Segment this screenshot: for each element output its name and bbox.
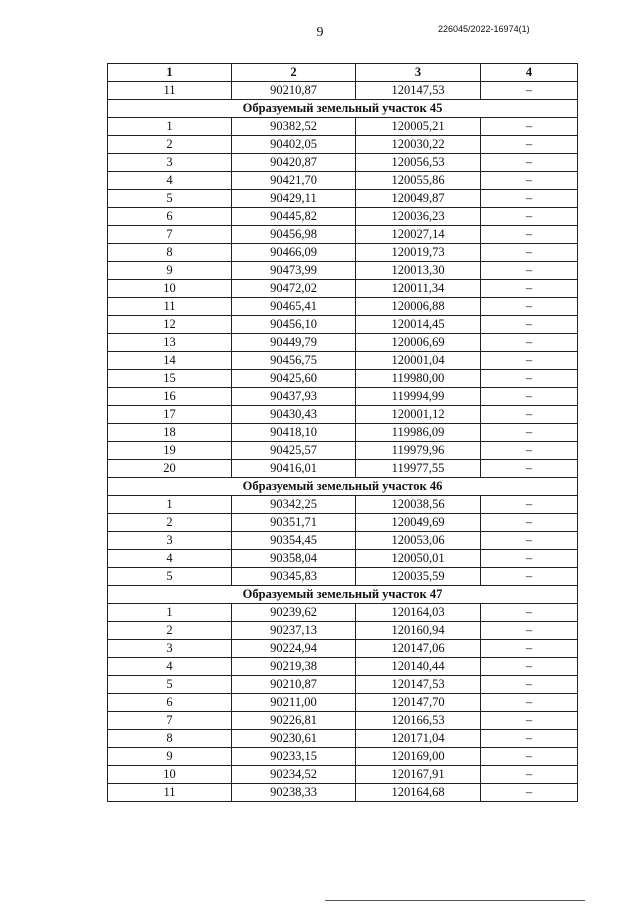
point-number-cell: 10 (108, 766, 232, 784)
point-number-cell: 12 (108, 316, 232, 334)
table-row (108, 784, 578, 802)
x-coordinate-cell: 90402,05 (232, 136, 356, 154)
point-number-cell: 13 (108, 334, 232, 352)
point-number-cell: 7 (108, 712, 232, 730)
y-coordinate-cell: 120036,23 (356, 208, 481, 226)
table-row (108, 172, 578, 190)
y-coordinate-cell: 119977,55 (356, 460, 481, 478)
y-coordinate-cell: 120164,03 (356, 604, 481, 622)
section-header-row (108, 586, 578, 604)
table-row (108, 460, 578, 478)
point-number-cell: 1 (108, 496, 232, 514)
y-coordinate-cell: 120001,04 (356, 352, 481, 370)
x-coordinate-cell: 90237,13 (232, 622, 356, 640)
y-coordinate-cell: 120049,69 (356, 514, 481, 532)
note-cell: – (481, 208, 578, 226)
x-coordinate-cell: 90425,57 (232, 442, 356, 460)
table-row (108, 154, 578, 172)
table-row (108, 694, 578, 712)
note-cell: – (481, 334, 578, 352)
point-number-cell: 8 (108, 730, 232, 748)
point-number-cell: 11 (108, 298, 232, 316)
y-coordinate-cell: 120055,86 (356, 172, 481, 190)
table-row (108, 568, 578, 586)
x-coordinate-cell: 90210,87 (232, 82, 356, 100)
note-cell: – (481, 154, 578, 172)
note-cell: – (481, 604, 578, 622)
point-number-cell: 11 (108, 784, 232, 802)
y-coordinate-cell: 119986,09 (356, 424, 481, 442)
y-coordinate-cell: 120006,88 (356, 298, 481, 316)
table-row (108, 514, 578, 532)
point-number-cell: 2 (108, 622, 232, 640)
x-coordinate-cell: 90239,62 (232, 604, 356, 622)
table-row (108, 442, 578, 460)
point-number-cell: 16 (108, 388, 232, 406)
x-coordinate-cell: 90234,52 (232, 766, 356, 784)
x-coordinate-cell: 90226,81 (232, 712, 356, 730)
x-coordinate-cell: 90342,25 (232, 496, 356, 514)
point-number-cell: 4 (108, 172, 232, 190)
table-row (108, 604, 578, 622)
note-cell: – (481, 280, 578, 298)
x-coordinate-cell: 90425,60 (232, 370, 356, 388)
point-number-cell: 15 (108, 370, 232, 388)
point-number-cell: 10 (108, 280, 232, 298)
x-coordinate-cell: 90351,71 (232, 514, 356, 532)
x-coordinate-cell: 90416,01 (232, 460, 356, 478)
x-coordinate-cell: 90472,02 (232, 280, 356, 298)
y-coordinate-cell: 120147,70 (356, 694, 481, 712)
point-number-cell: 2 (108, 514, 232, 532)
note-cell: – (481, 766, 578, 784)
note-cell: 4 (481, 64, 578, 82)
section-title: Образуемый земельный участок 47 (108, 586, 578, 604)
y-coordinate-cell: 120019,73 (356, 244, 481, 262)
footer-rule (325, 900, 585, 901)
table-row (108, 424, 578, 442)
table-row (108, 82, 578, 100)
table-row (108, 226, 578, 244)
point-number-cell: 5 (108, 190, 232, 208)
note-cell: – (481, 442, 578, 460)
point-number-cell: 6 (108, 694, 232, 712)
x-coordinate-cell: 90445,82 (232, 208, 356, 226)
table-row (108, 298, 578, 316)
point-number-cell: 9 (108, 748, 232, 766)
y-coordinate-cell: 120147,53 (356, 676, 481, 694)
point-number-cell: 9 (108, 262, 232, 280)
y-coordinate-cell: 120056,53 (356, 154, 481, 172)
y-coordinate-cell: 120038,56 (356, 496, 481, 514)
x-coordinate-cell: 90238,33 (232, 784, 356, 802)
table-row (108, 244, 578, 262)
note-cell: – (481, 460, 578, 478)
y-coordinate-cell: 119980,00 (356, 370, 481, 388)
y-coordinate-cell: 120160,94 (356, 622, 481, 640)
x-coordinate-cell: 90430,43 (232, 406, 356, 424)
note-cell: – (481, 568, 578, 586)
point-number-cell: 3 (108, 154, 232, 172)
y-coordinate-cell: 120050,01 (356, 550, 481, 568)
y-coordinate-cell: 120171,04 (356, 730, 481, 748)
y-coordinate-cell: 120053,06 (356, 532, 481, 550)
y-coordinate-cell: 120140,44 (356, 658, 481, 676)
note-cell: – (481, 226, 578, 244)
y-coordinate-cell: 119979,96 (356, 442, 481, 460)
table-row (108, 766, 578, 784)
note-cell: – (481, 748, 578, 766)
y-coordinate-cell: 120147,53 (356, 82, 481, 100)
point-number-cell: 2 (108, 136, 232, 154)
x-coordinate-cell: 90354,45 (232, 532, 356, 550)
table-row (108, 550, 578, 568)
point-number-cell: 1 (108, 604, 232, 622)
y-coordinate-cell: 120011,34 (356, 280, 481, 298)
x-coordinate-cell: 90421,70 (232, 172, 356, 190)
point-number-cell: 11 (108, 82, 232, 100)
table-row (108, 622, 578, 640)
point-number-cell: 5 (108, 676, 232, 694)
table-row (108, 118, 578, 136)
note-cell: – (481, 262, 578, 280)
x-coordinate-cell: 90456,10 (232, 316, 356, 334)
table-row (108, 190, 578, 208)
point-number-cell: 7 (108, 226, 232, 244)
point-number-cell: 3 (108, 640, 232, 658)
x-coordinate-cell: 90456,75 (232, 352, 356, 370)
x-coordinate-cell: 90358,04 (232, 550, 356, 568)
table-row (108, 370, 578, 388)
x-coordinate-cell: 90382,52 (232, 118, 356, 136)
y-coordinate-cell: 120164,68 (356, 784, 481, 802)
x-coordinate-cell: 90429,11 (232, 190, 356, 208)
point-number-cell: 19 (108, 442, 232, 460)
table-row (108, 712, 578, 730)
note-cell: – (481, 514, 578, 532)
point-number-cell: 6 (108, 208, 232, 226)
note-cell: – (481, 658, 578, 676)
table-row (108, 334, 578, 352)
note-cell: – (481, 136, 578, 154)
table-header-row (108, 64, 578, 82)
y-coordinate-cell: 120001,12 (356, 406, 481, 424)
coordinates-table-body (108, 64, 578, 802)
x-coordinate-cell: 90456,98 (232, 226, 356, 244)
note-cell: – (481, 370, 578, 388)
point-number-cell: 17 (108, 406, 232, 424)
note-cell: – (481, 550, 578, 568)
y-coordinate-cell: 120027,14 (356, 226, 481, 244)
y-coordinate-cell: 120006,69 (356, 334, 481, 352)
note-cell: – (481, 316, 578, 334)
x-coordinate-cell: 90465,41 (232, 298, 356, 316)
y-coordinate-cell: 120167,91 (356, 766, 481, 784)
x-coordinate-cell: 2 (232, 64, 356, 82)
note-cell: – (481, 352, 578, 370)
table-row (108, 406, 578, 424)
note-cell: – (481, 172, 578, 190)
table-row (108, 262, 578, 280)
point-number-cell: 4 (108, 658, 232, 676)
x-coordinate-cell: 90418,10 (232, 424, 356, 442)
y-coordinate-cell: 120166,53 (356, 712, 481, 730)
note-cell: – (481, 730, 578, 748)
point-number-cell: 5 (108, 568, 232, 586)
note-cell: – (481, 712, 578, 730)
table-row (108, 388, 578, 406)
table-row (108, 280, 578, 298)
y-coordinate-cell: 120014,45 (356, 316, 481, 334)
x-coordinate-cell: 90219,38 (232, 658, 356, 676)
document-code: 226045/2022-16974(1) (438, 24, 530, 34)
note-cell: – (481, 118, 578, 136)
table-row (108, 730, 578, 748)
y-coordinate-cell: 119994,99 (356, 388, 481, 406)
table-row (108, 496, 578, 514)
point-number-cell: 1 (108, 64, 232, 82)
table-row (108, 136, 578, 154)
x-coordinate-cell: 90466,09 (232, 244, 356, 262)
coordinates-table (107, 63, 578, 802)
y-coordinate-cell: 120005,21 (356, 118, 481, 136)
x-coordinate-cell: 90210,87 (232, 676, 356, 694)
note-cell: – (481, 694, 578, 712)
note-cell: – (481, 496, 578, 514)
point-number-cell: 3 (108, 532, 232, 550)
y-coordinate-cell: 120147,06 (356, 640, 481, 658)
section-header-row (108, 478, 578, 496)
y-coordinate-cell: 120013,30 (356, 262, 481, 280)
x-coordinate-cell: 90420,87 (232, 154, 356, 172)
y-coordinate-cell: 120035,59 (356, 568, 481, 586)
point-number-cell: 20 (108, 460, 232, 478)
x-coordinate-cell: 90233,15 (232, 748, 356, 766)
x-coordinate-cell: 90449,79 (232, 334, 356, 352)
point-number-cell: 1 (108, 118, 232, 136)
x-coordinate-cell: 90437,93 (232, 388, 356, 406)
point-number-cell: 14 (108, 352, 232, 370)
table-row (108, 658, 578, 676)
table-row (108, 676, 578, 694)
table-row (108, 532, 578, 550)
note-cell: – (481, 190, 578, 208)
page-number: 9 (316, 25, 324, 40)
note-cell: – (481, 784, 578, 802)
x-coordinate-cell: 90224,94 (232, 640, 356, 658)
x-coordinate-cell: 90211,00 (232, 694, 356, 712)
y-coordinate-cell: 120049,87 (356, 190, 481, 208)
note-cell: – (481, 244, 578, 262)
note-cell: – (481, 424, 578, 442)
x-coordinate-cell: 90230,61 (232, 730, 356, 748)
table-row (108, 352, 578, 370)
note-cell: – (481, 622, 578, 640)
note-cell: – (481, 82, 578, 100)
note-cell: – (481, 532, 578, 550)
point-number-cell: 18 (108, 424, 232, 442)
point-number-cell: 4 (108, 550, 232, 568)
section-title: Образуемый земельный участок 45 (108, 100, 578, 118)
table-row (108, 640, 578, 658)
section-header-row (108, 100, 578, 118)
y-coordinate-cell: 120030,22 (356, 136, 481, 154)
note-cell: – (481, 298, 578, 316)
point-number-cell: 8 (108, 244, 232, 262)
y-coordinate-cell: 3 (356, 64, 481, 82)
section-title: Образуемый земельный участок 46 (108, 478, 578, 496)
table-row (108, 748, 578, 766)
table-row (108, 208, 578, 226)
y-coordinate-cell: 120169,00 (356, 748, 481, 766)
x-coordinate-cell: 90345,83 (232, 568, 356, 586)
note-cell: – (481, 388, 578, 406)
note-cell: – (481, 640, 578, 658)
note-cell: – (481, 406, 578, 424)
table-row (108, 316, 578, 334)
note-cell: – (481, 676, 578, 694)
x-coordinate-cell: 90473,99 (232, 262, 356, 280)
